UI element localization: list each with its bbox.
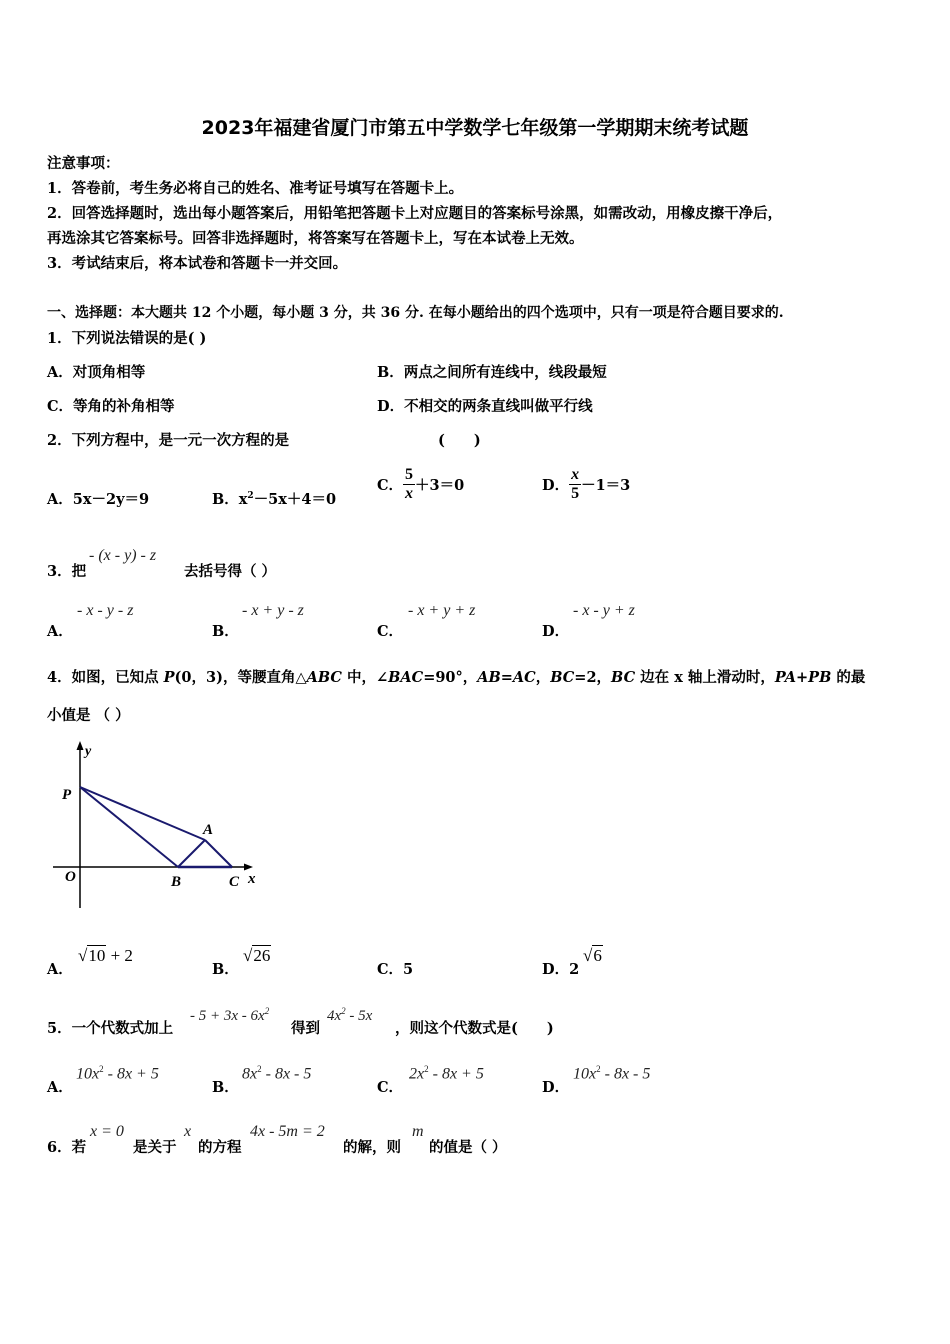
q2-option-c-den: x (405, 485, 414, 502)
q4-option-d-radicand: 6 (593, 946, 602, 965)
x-axis-arrow (244, 864, 253, 871)
segment-ac (205, 840, 232, 867)
q4-angle-bac: BAC (388, 669, 424, 686)
q5-option-c-main: 2x (409, 1065, 425, 1083)
q5-option-a-main: 10x (76, 1065, 100, 1083)
q4-text-d: =90°， (423, 669, 478, 686)
q3-option-b: - x + y - z (242, 602, 304, 619)
q2-option-c-rest: ＋3＝0 (415, 477, 465, 494)
q5-expression-1-sup: 2 (264, 1006, 270, 1016)
q4-option-a-rest: + 2 (106, 946, 133, 965)
q4-option-b: √26 (243, 946, 271, 965)
q4-point-p: P (163, 669, 175, 686)
q5-option-b-rest: - 8x - 5 (261, 1065, 312, 1083)
label-y: y (85, 744, 92, 759)
q2-option-c-fraction (403, 466, 415, 503)
q4-text-c: 中，∠ (341, 669, 389, 686)
q1-option-b: B．两点之间所有连线中，线段最短 (377, 364, 607, 381)
q2-option-d-den: 5 (571, 485, 580, 502)
q5-option-d-label: D． (542, 1079, 570, 1096)
q4-pa-pb: PA+PB (774, 669, 832, 686)
q2-option-b-rest: －5x＋4＝0 (253, 491, 337, 508)
q2-option-b (212, 488, 336, 509)
q5-option-c-label: C． (377, 1079, 404, 1096)
notice-item-3: 3．考试结束后，将本试卷和答题卡一并交回。 (47, 255, 348, 272)
q3-option-a-label: A． (47, 623, 73, 640)
q6-mid-3: 的解，则 (343, 1139, 401, 1156)
notice-item-2a: 2．回答选择题时，选出每小题答案后，用铅笔把答题卡上对应题目的答案标号涂黑，如需改动，用橡皮擦干净后， (47, 205, 783, 222)
q5-option-d (573, 1064, 650, 1083)
q2-option-a: A．5x－2y＝9 (47, 491, 150, 508)
q4-option-b-label: B． (212, 961, 239, 978)
label-c: C (229, 874, 240, 890)
q4-line-2: 小值是 （ ） (47, 707, 130, 724)
q5-option-a-label: A． (47, 1079, 73, 1096)
q3-option-a: - x - y - z (77, 602, 134, 619)
q4-ab-ac: AB=AC (477, 669, 536, 686)
q1-option-d: D．不相交的两条直线叫做平行线 (377, 398, 593, 415)
q3-post: 去括号得（ ） (184, 563, 277, 580)
notice-item-2b: 再选涂其它答案标号。回答非选择题时，将答案写在答题卡上，写在本试卷上无效。 (47, 230, 584, 247)
q4-figure (45, 738, 275, 913)
q3-option-d: - x - y + z (573, 602, 635, 619)
q5-option-d-sup: 2 (596, 1064, 601, 1074)
q6-expression-2: x (184, 1123, 192, 1140)
q4-text-b: (0，3)，等腰直角△ (174, 669, 307, 686)
q4-text-h: =2， (574, 669, 612, 686)
q5-option-a-rest: - 8x + 5 (103, 1065, 159, 1083)
q6-expression-1: x = 0 (90, 1123, 124, 1140)
notice-heading: 注意事项： (47, 155, 120, 172)
q5-expression-1-main: - 5 + 3x - 6x (190, 1008, 265, 1024)
q5-option-b (242, 1064, 311, 1083)
q2-option-b-sup: 2 (247, 491, 254, 502)
q5-option-c (409, 1064, 484, 1083)
q2-option-d (542, 466, 630, 503)
q4-text-a: 4．如图，已知点 (47, 669, 164, 686)
q5-option-b-sup: 2 (257, 1064, 262, 1074)
q5-option-c-sup: 2 (424, 1064, 429, 1074)
q6-expression-4: m (412, 1123, 424, 1140)
q5-pre: 5．一个代数式加上 (47, 1020, 174, 1037)
segment-pb (80, 787, 178, 867)
q2-option-c-label: C． (377, 477, 404, 494)
q5-mid: 得到 (291, 1020, 320, 1037)
q5-option-a-sup: 2 (99, 1064, 104, 1074)
q5-option-b-main: 8x (242, 1065, 258, 1083)
q2-option-c-num: 5 (405, 466, 414, 483)
q6-post: 的值是（ ） (429, 1139, 507, 1156)
label-a: A (203, 822, 214, 838)
q2-paren: ( ) (438, 432, 481, 449)
q4-option-a-radicand: 10 (88, 946, 106, 965)
q3-option-c: - x + y + z (408, 602, 476, 619)
q1-option-c: C．等角的补角相等 (47, 398, 175, 415)
q2-stem: 2．下列方程中，是一元一次方程的是 (47, 432, 290, 449)
q5-expression-1 (190, 1006, 269, 1025)
q3-pre: 3．把 (47, 563, 87, 580)
q2-option-d-rest: －1＝3 (581, 477, 631, 494)
q4-bc-2: BC (611, 669, 636, 686)
q4-line-1 (47, 666, 865, 687)
q4-bc-1: BC (550, 669, 575, 686)
q4-option-b-radicand: 26 (253, 946, 271, 965)
q3-option-b-label: B． (212, 623, 239, 640)
q5-option-d-rest: - 8x - 5 (600, 1065, 651, 1083)
q1-stem: 1．下列说法错误的是( ) (47, 330, 207, 347)
q6-pre: 6．若 (47, 1139, 87, 1156)
q2-option-d-label: D． (542, 477, 570, 494)
q3-option-d-label: D． (542, 623, 570, 640)
q5-option-a (76, 1064, 159, 1083)
q6-mid-1: 是关于 (133, 1139, 177, 1156)
q5-expression-2-sup: 2 (341, 1006, 346, 1016)
y-axis-arrow (77, 741, 84, 750)
segment-ab (178, 840, 205, 867)
q4-text-l: 的最 (831, 669, 866, 686)
q4-text-j: 边在 x 轴上滑动时， (635, 669, 775, 686)
q4-option-a-label: A． (47, 961, 73, 978)
q4-option-c: C．5 (377, 961, 414, 978)
q5-post: ，则这个代数式是( ) (395, 1020, 554, 1037)
label-b: B (171, 874, 182, 890)
q3-expression: - (x - y) - z (89, 547, 157, 564)
q5-option-b-label: B． (212, 1079, 239, 1096)
q5-expression-2-rest: - 5x (345, 1008, 373, 1024)
section-heading: 一、选择题：本大题共 12 个小题，每小题 3 分，共 36 分. 在每小题给出的四个选项中，只有一项是符合题目要求的. (47, 305, 784, 321)
notice-item-1: 1．答卷前，考生务必将自己的姓名、准考证号填写在答题卡上。 (47, 180, 464, 197)
label-x: x (248, 871, 256, 887)
q4-option-d-label: D．2 (542, 961, 580, 978)
q4-text-f: ， (535, 669, 551, 686)
page-title: 2023年福建省厦门市第五中学数学七年级第一学期期末统考试题 (201, 117, 749, 139)
q3-option-c-label: C． (377, 623, 404, 640)
q5-expression-2 (327, 1006, 372, 1025)
q6-expression-3: 4x - 5m = 2 (250, 1123, 325, 1140)
q4-option-d: √6 (583, 946, 602, 965)
q1-option-a: A．对顶角相等 (47, 364, 146, 381)
q4-triangle-abc: ABC (306, 669, 342, 686)
q2-option-d-num: x (571, 466, 580, 483)
q5-option-c-rest: - 8x + 5 (428, 1065, 484, 1083)
q6-mid-2: 的方程 (198, 1139, 242, 1156)
segment-pa (80, 787, 205, 840)
q2-option-c (377, 466, 464, 503)
q5-option-d-main: 10x (573, 1065, 597, 1083)
label-o: O (65, 869, 76, 885)
q2-option-b-x: x (238, 491, 248, 508)
q4-option-a: √10 + 2 (78, 946, 133, 965)
label-p: P (62, 787, 72, 803)
q5-expression-2-main: 4x (327, 1008, 342, 1024)
q2-option-d-fraction (569, 466, 581, 503)
q2-option-b-label: B． (212, 491, 239, 508)
